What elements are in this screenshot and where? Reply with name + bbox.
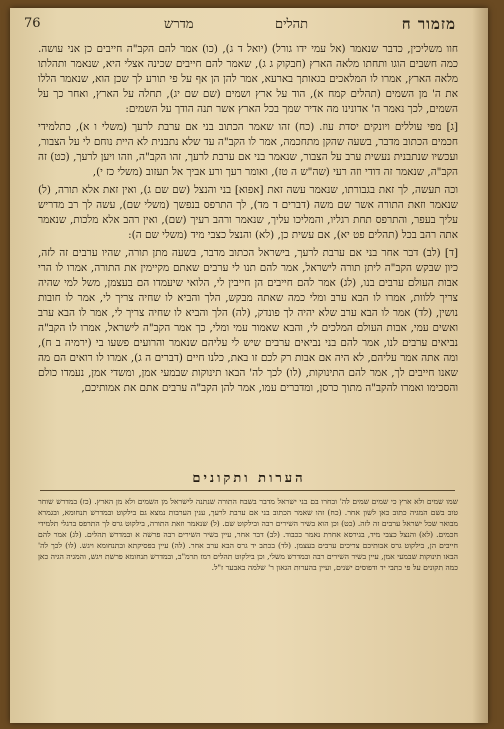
notes-heading: הערות ותקונים — [192, 471, 306, 486]
running-head-psalms: תהלים — [274, 17, 308, 32]
notes-divider — [40, 490, 455, 491]
running-head-midrash: מדרש — [164, 17, 194, 32]
running-head-title: מזמור ח — [401, 15, 456, 33]
page-header — [24, 14, 464, 36]
notes-text: שמו שמים ולא ארץ כי שמים שמים לה' ובחרו בם בני ישראל מדבר בשבח התורה שנתנה לישראל מן השמים ולא מן הארץ. (כז) במדרש שוחר טוב בשם המגיה כתוב כאן לשון אחר. (כח) זהו שאמר הכתוב בני אם ערבת לרעך, ענין הערבות נמצא גם בילקוט ובמדרש תנחומא, ובגמרא מבואר שכל ישראל ערבים זה לזה. (כט) וכן הוא בשיר השירים רבה ובילקוט שם. (ל) שנאמר וזאת התורה, בילקוט גרס לך התרפס ברגלי תלמידי חכמים. (לא) והנצל כצבי מיד, בגירסא אחרת נאמר ככבוד. (לב) דבר אחר, עיין בשיר השירים רבה פרשה א ובמדרש תהלים. (לג) אמר להם חייבים הן, בילקוט גרס אבותיכם צריכים ערבים בעצמן. (לד) בכתב יד גרס הבא ערב אחר. (לה) עיין בפסיקתא ובתנחומא ויגש. (לו) לכך לה' הבאו תינוקות שבמעי אמן, עיין בשיר השירים רבה ובמדרש משלי, וכן בילקוט תהלים רמז תרמ"ב, ובמדרש תנחומא פרשת ויגש, והמגיה הגיה כאן כמה תקונים על פי כתבי יד ודפוסים ישנים, ועיין בהערות הגאון ר' שלמה באבער ז"ל. — [38, 497, 458, 572]
page-number: 76 — [24, 16, 41, 31]
main-text-block — [38, 42, 458, 462]
main-paragraph: וכה תעשה, לך זאת בגבורתו, שנאמר עשה זאת [אפוא] בני והנצל (שם שם ג), ואין זאת אלא תורה, (ל) שנאמר וזאת התורה אשר שם משה (דברים ד מד), לך התרפס בנפשך (משלי שם), עשה לך רב מדריש עליך בעפר, והתרפס תחת רגליו, והמליכו עליך, שנאמר ורהב רעיך (שם), ואין רהב אלא מלכות, שנאמר אתה רהב בכל (תהלים פט יא), אם עשית כן, (לא) והנצל כצבי מיד (משלי שם ה): — [38, 184, 458, 241]
page-binding-shadow — [472, 8, 488, 723]
main-paragraph: [ד] (לב) דבר אחר בני אם ערבת לרעך, בישראל הכתוב מדבר, בשעה מתן תורה, שהיו ערבים זה לזה, כיון שבקש הקב"ה ליתן תורה לישראל, אמר להם תנו לי ערבים שאתם מקיימין את התורה, אמרו לו הרי אבות העולם ערבים בנו, (לג) אמר להם חייבים הן חייבין לי, הלואי שיעמדו הם בעצמן, משל למי שהיה צריך ללוות, אמרו לו הבא ערב ומלי כמה שאתה מבקש, הלך והביא לו שחיה צריך לי, אמר לו חובות נושין, (לד) אמר לו הבא ערב שלא יהיה לך פונדק, (לה) הלך והביא לו שחיה צריך לי, אמר לו הבא ערב ואשים עמי, אבות העולם המלכים לי, והבא שאמור עמי ומלי, כך אמר הקב"ה לישראל, אמרו לו הקב"ה נביאים ערבים לנו, אמר להם בני נביאים ערבים שיש לי עליהם שנאמר והרועים פשעו בי (ירמיה ב ח), ומה אתה אמר עליהם, לא היה אם אבות רק לכם זו באת, כלנו חיים (דברים ה ג), אמרו לו רואים הם מה שאנו חייבים לך, אמר להם התינוקות, (לו) לכך לה' הבאו תינוקות שבמעי אמן, ומשדי אמן, נעמדו כולם והסכימו ואמרו להקב"ה מתוך כרסן, ומדברים עמו, אמר להן הקב"ה ערבים אתם את אמותיכם, — [38, 247, 458, 394]
book-page — [10, 8, 488, 723]
main-paragraph: [ג] מפי עוללים ויונקים יסדת עוז. (כח) זהו שאמר הכתוב בני אם ערבת לרעך (משלי ו א), כתלמידי חכמים הכתוב מדבר, בשעה שהקן מתחכמה, אמר לו הקב"ה עד שלא נתבנית לא היית נוחם לי על הצבור, ועכשיו שנתבנית נעשית ערב על הצבור, שנאמר בני אם ערבת לרעך, זהו הקב"ה, וזהו ויען לרעך, (כט) זה הקב"ה, שנאמר זה דודי וזה רעי (שה"ש ה טז), ואומר רעך ורע אביך אל תעזוב (משלי כז י), — [38, 121, 458, 178]
notes-block — [38, 496, 458, 720]
main-paragraph: חוו משליכין, כדבר שנאמר (אל עמי ידו גורל) (יואל ד ג), (כו) אמר להם הקב"ה חייבים כן אני עושה. כמה חשבים הוגו ותחתו מלאה הארץ (חבקוק ג ג), שאמר להם חייבים שכינה אצלי היא, שנאמר ותהלתו מלאה הארץ, אמרו לו המלאכים בגאותך בארעא, אמר להן הן אף על פי תורע לך שכן הוא, שנאמר הללו את ה' מן השמים (תהלים קמח א), הוד על ארץ ושמים (שם שם יג), תחלה על הארץ, ואחר כך על השמים, לכך נאמר ה' אדונינו מה אדיר שמך בכל הארץ אשר תנה הודך על השמים: — [38, 43, 458, 115]
